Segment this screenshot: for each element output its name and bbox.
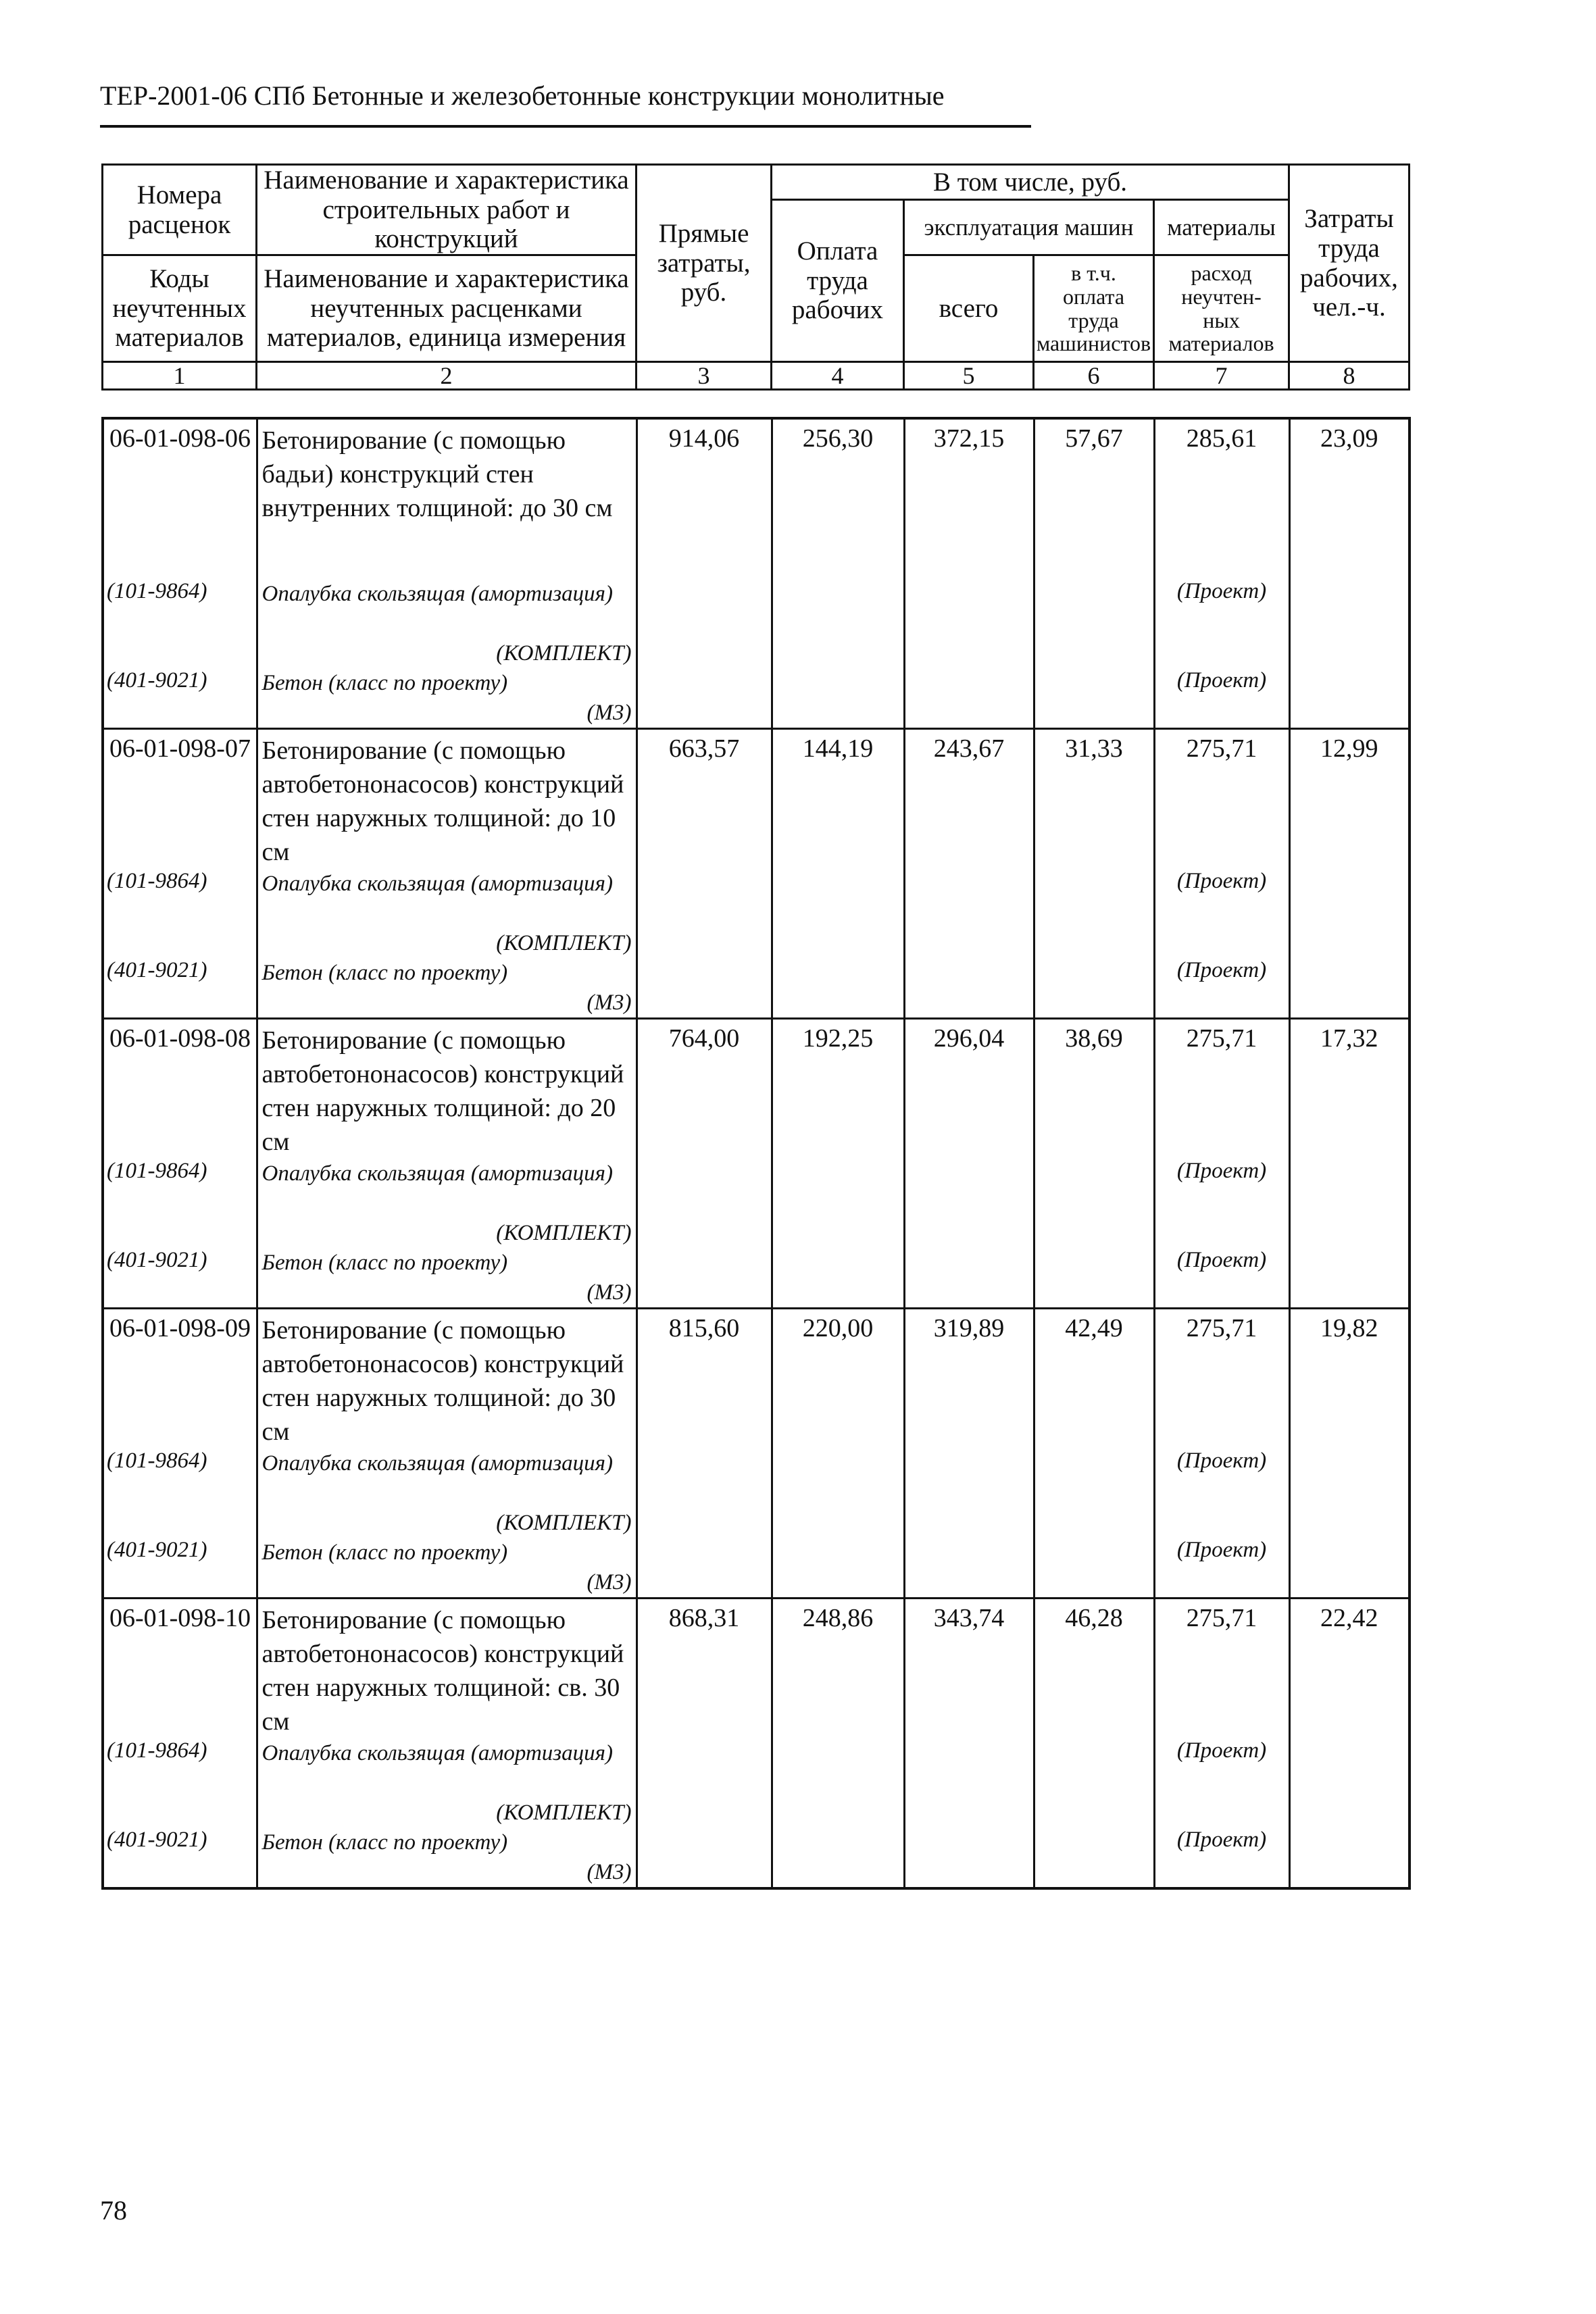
machines-total: 372,15 [904,418,1034,579]
table-row [103,729,1410,870]
labor-pay: 256,30 [772,418,904,579]
material-unit-row [103,1798,1410,1828]
header-labor-pay: Оплата труда рабочих [772,200,904,362]
material-value: (Проект) [1154,668,1289,698]
rate-code: 06-01-098-07 [103,729,257,870]
material-name: Бетон (класс по проекту) [257,668,637,698]
header-including: В том числе, руб. [772,165,1289,200]
machines-total: 296,04 [904,1019,1034,1159]
material-unit: (М3) [257,698,637,729]
material-name: Опалубка скользящая (амортизация) [257,1738,637,1798]
material-row [103,1538,1410,1567]
material-name: Опалубка скользящая (амортизация) [257,1449,637,1508]
material-value: (Проект) [1154,1159,1289,1218]
material-row [103,579,1410,638]
material-row [103,1248,1410,1278]
material-name: Опалубка скользящая (амортизация) [257,579,637,638]
materials-cost: 285,61 [1154,418,1289,579]
column-number-6: 6 [1034,362,1154,390]
header-materials: материалы [1154,200,1289,255]
direct-cost: 764,00 [637,1019,772,1159]
material-unit: (М3) [257,1567,637,1599]
header-rate-numbers: Номера расценок [103,165,257,255]
material-unit-row [103,1857,1410,1888]
material-code: (101-9864) [103,1449,257,1508]
material-name: Бетон (класс по проекту) [257,1828,637,1857]
document-title: ТЕР-2001-06 СПб Бетонные и железобетонные конструкции монолитные [100,80,945,111]
header-unaccounted-codes: Коды неучтенных материалов [103,255,257,362]
material-code: (401-9021) [103,668,257,698]
machines-total: 243,67 [904,729,1034,870]
header-machinists-pay: в т.ч. оплата труда машинистов [1034,255,1154,362]
material-value: (Проект) [1154,1738,1289,1798]
materials-cost: 275,71 [1154,1019,1289,1159]
labor-pay: 192,25 [772,1019,904,1159]
labor-hours: 17,32 [1289,1019,1410,1159]
machinists-pay: 31,33 [1034,729,1154,870]
machinists-pay: 42,49 [1034,1309,1154,1449]
material-value: (Проект) [1154,1538,1289,1567]
material-row [103,869,1410,928]
rate-description: Бетонирование (с помощью автобетононасосов) конструкций стен наружных толщиной: до 10 см [257,729,637,870]
labor-pay: 220,00 [772,1309,904,1449]
title-rule [100,125,1031,128]
material-unit: (КОМПЛЕКТ) [257,638,637,668]
material-unit-row [103,1218,1410,1248]
page-number: 78 [100,2195,127,2225]
material-value: (Проект) [1154,1248,1289,1278]
machinists-pay: 38,69 [1034,1019,1154,1159]
column-number-4: 4 [772,362,904,390]
materials-cost: 275,71 [1154,1309,1289,1449]
material-row [103,1738,1410,1798]
material-code: (101-9864) [103,869,257,928]
direct-cost: 663,57 [637,729,772,870]
materials-cost: 275,71 [1154,1599,1289,1739]
material-value: (Проект) [1154,869,1289,928]
material-name: Опалубка скользящая (амортизация) [257,1159,637,1218]
rates-table [101,417,1411,1890]
labor-hours: 19,82 [1289,1309,1410,1449]
header-work-name: Наименование и характеристика строительных работ и конструкций [257,165,637,255]
machines-total: 343,74 [904,1599,1034,1739]
labor-pay: 144,19 [772,729,904,870]
material-code: (101-9864) [103,1159,257,1218]
header-materials-name: Наименование и характеристика неучтенных расценками материалов, единица измерения [257,255,637,362]
material-row [103,1159,1410,1218]
material-code: (401-9021) [103,1248,257,1278]
rate-code: 06-01-098-10 [103,1599,257,1739]
material-row [103,958,1410,988]
rate-code: 06-01-098-09 [103,1309,257,1449]
labor-hours: 22,42 [1289,1599,1410,1739]
rate-code: 06-01-098-08 [103,1019,257,1159]
header-machines: эксплуатация машин [904,200,1154,255]
material-unit-row [103,1508,1410,1538]
material-value: (Проект) [1154,958,1289,988]
material-name: Бетон (класс по проекту) [257,1538,637,1567]
material-unit: (М3) [257,988,637,1019]
column-number-7: 7 [1154,362,1289,390]
material-unit-row [103,1567,1410,1599]
material-unit-row [103,698,1410,729]
material-unit-row [103,988,1410,1019]
machines-total: 319,89 [904,1309,1034,1449]
material-code: (401-9021) [103,958,257,988]
material-unit: (КОМПЛЕКТ) [257,928,637,958]
rate-description: Бетонирование (с помощью автобетононасосов) конструкций стен наружных толщиной: св. 30 см [257,1599,637,1739]
material-unit: (КОМПЛЕКТ) [257,1218,637,1248]
material-code: (401-9021) [103,1828,257,1857]
material-code: (101-9864) [103,579,257,638]
material-value: (Проект) [1154,1828,1289,1857]
header-materials-usage: расход неучтен- ных материалов [1154,255,1289,362]
material-code: (101-9864) [103,1738,257,1798]
header-table [101,164,1410,391]
materials-cost: 275,71 [1154,729,1289,870]
material-unit: (КОМПЛЕКТ) [257,1798,637,1828]
header-direct-costs: Прямые затраты, руб. [637,165,772,362]
rate-description: Бетонирование (с помощью автобетононасосов) конструкций стен наружных толщиной: до 30 см [257,1309,637,1449]
material-value: (Проект) [1154,579,1289,638]
header-machines-total: всего [904,255,1034,362]
material-code: (401-9021) [103,1538,257,1567]
material-unit: (М3) [257,1278,637,1309]
material-unit-row [103,928,1410,958]
rate-description: Бетонирование (с помощью бадьи) конструкций стен внутренних толщиной: до 30 см [257,418,637,579]
material-row [103,668,1410,698]
direct-cost: 868,31 [637,1599,772,1739]
material-name: Бетон (класс по проекту) [257,958,637,988]
table-row [103,1309,1410,1449]
material-row [103,1449,1410,1508]
material-name: Опалубка скользящая (амортизация) [257,869,637,928]
rate-code: 06-01-098-06 [103,418,257,579]
column-number-8: 8 [1289,362,1410,390]
material-unit: (КОМПЛЕКТ) [257,1508,637,1538]
machinists-pay: 57,67 [1034,418,1154,579]
direct-cost: 815,60 [637,1309,772,1449]
column-number-5: 5 [904,362,1034,390]
table-row [103,1019,1410,1159]
labor-hours: 23,09 [1289,418,1410,579]
column-number-3: 3 [637,362,772,390]
table-row [103,1599,1410,1739]
header-labor-hours: Затраты труда рабочих, чел.-ч. [1289,165,1410,362]
column-number-2: 2 [257,362,637,390]
material-value: (Проект) [1154,1449,1289,1508]
direct-cost: 914,06 [637,418,772,579]
material-unit: (М3) [257,1857,637,1888]
machinists-pay: 46,28 [1034,1599,1154,1739]
labor-pay: 248,86 [772,1599,904,1739]
labor-hours: 12,99 [1289,729,1410,870]
material-name: Бетон (класс по проекту) [257,1248,637,1278]
material-unit-row [103,638,1410,668]
material-row [103,1828,1410,1857]
column-number-1: 1 [103,362,257,390]
table-row [103,418,1410,579]
material-unit-row [103,1278,1410,1309]
rate-description: Бетонирование (с помощью автобетононасосов) конструкций стен наружных толщиной: до 20 см [257,1019,637,1159]
